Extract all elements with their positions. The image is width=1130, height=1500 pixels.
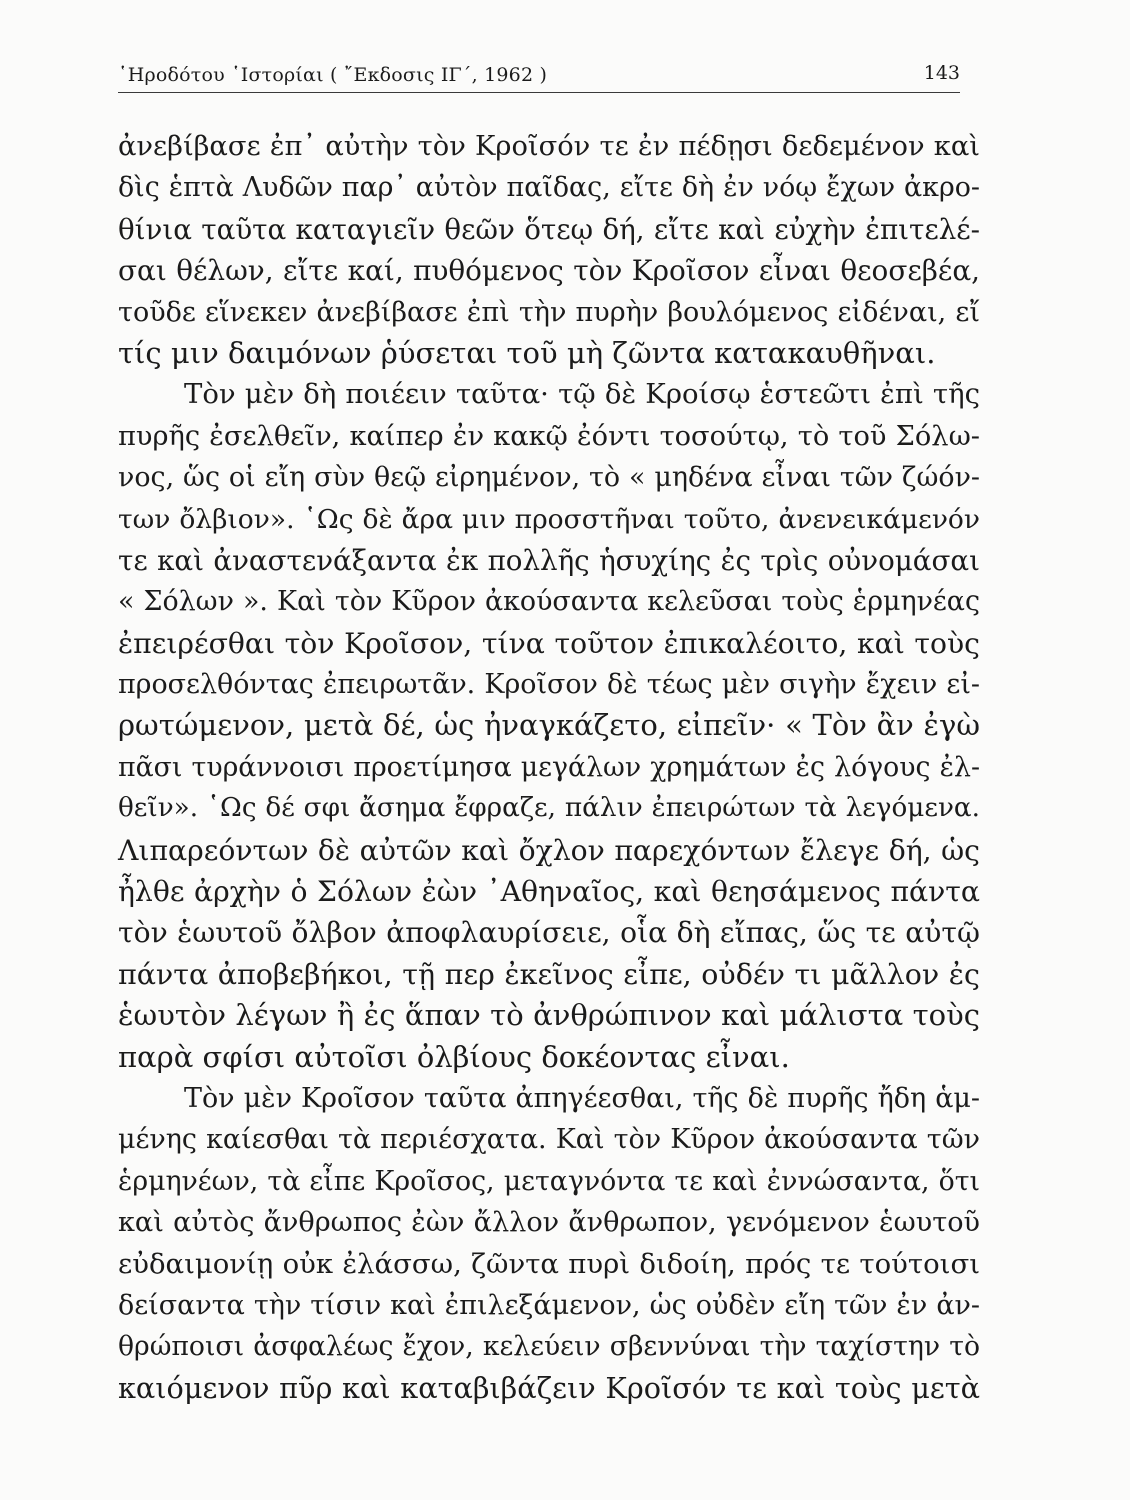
paragraph-2 [118,374,980,1078]
text-line: καιόμενον πῦρ καὶ καταβιβάζειν Κροῖσόν τε καὶ τοὺς μετὰ [118,1370,980,1405]
text-line: των ὄλβιον». ῾Ως δὲ ἄρα μιν προσστῆναι τοῦτο, ἀνενεικάμενόν [118,503,980,535]
text-line: « Σόλων ». Καὶ τὸν Κῦρον ἀκούσαντα κελεῦσαι τοὺς ἑρμηνέας [118,586,980,618]
text-line: πυρῆς ἐσελθεῖν, καίπερ ἐν κακῷ ἐόντι τοσούτῳ, τὸ τοῦ Σόλω- [118,420,980,452]
text-line: πάντα ἀποβεβήκοι, τῇ περ ἐκεῖνος εἶπε, οὐδέν τι μᾶλλον ἐς [118,957,980,991]
text-line: Τὸν μὲν Κροῖσον ταῦτα ἀπηγέεσθαι, τῆς δὲ πυρῆς ἤδη ἁμ- [184,1082,980,1114]
text-line: τίς μιν δαιμόνων ῥύσεται τοῦ μὴ ζῶντα κατακαυθῆναι. [118,335,936,370]
text-line: νος, ὥς οἱ εἴη σὺν θεῷ εἰρημένον, τὸ « μηδένα εἶναι τῶν ζώόν- [118,462,980,494]
text-line: εὐδαιμονίῃ οὐκ ἐλάσσω, ζῶντα πυρὶ διδοίη, πρός τε τούτοισι [118,1247,980,1280]
text-line: ἀνεβίβασε ἐπ᾽ αὐτὴν τὸν Κροῖσόν τε ἐν πέδῃσι δεδεμένον καὶ [118,131,980,162]
page-number: 143 [923,62,960,84]
text-line: θρώποισι ἀσφαλέως ἔχον, κελεύειν σβεννύναι τὴν ταχίστην τὸ [118,1331,980,1363]
text-line: ρωτώμενον, μετὰ δέ, ὡς ἠναγκάζετο, εἰπεῖν· « Τὸν ἂν ἐγὼ [118,708,980,743]
text-line: Λιπαρεόντων δὲ αὐτῶν καὶ ὄχλον παρεχόντων ἔλεγε δή, ὡς [118,833,980,867]
text-line: τοῦδε εἵνεκεν ἀνεβίβασε ἐπὶ τὴν πυρὴν βουλόμενος εἰδέναι, εἴ [118,296,980,328]
paragraph-3 [118,1078,980,1409]
text-line: ἑρμηνέων, τὰ εἶπε Κροῖσος, μεταγνόντα τε καὶ ἐννώσαντα, ὅτι [118,1165,980,1197]
running-header [118,62,960,93]
text-line: ἑωυτὸν λέγων ἢ ἐς ἅπαν τὸ ἀνθρώπινον καὶ μάλιστα τοὺς [118,998,980,1033]
text-line: θίνια ταῦτα καταγιεῖν θεῶν ὅτεῳ δή, εἴτε καὶ εὐχὴν ἐπιτελέ- [118,212,980,246]
text-body [118,126,980,1409]
running-title: ῾Ηροδότου ῾Ιστορίαι ( ῎Εκδοσις ΙΓ΄, 1962 ) [118,64,548,86]
text-line: μένης καίεσθαι τὰ περιέσχατα. Καὶ τὸν Κῦρον ἀκούσαντα τῶν [118,1124,980,1156]
text-line: ἦλθε ἀρχὴν ὁ Σόλων ἐὼν ᾽Αθηναῖος, καὶ θεησάμενος πάντα [118,875,980,909]
text-line: δὶς ἑπτὰ Λυδῶν παρ᾽ αὐτὸν παῖδας, εἴτε δὴ ἐν νόῳ ἔχων ἀκρο- [118,172,980,204]
text-line: σαι θέλων, εἴτε καί, πυθόμενος τὸν Κροῖσον εἶναι θεοσεβέα, [118,254,980,288]
text-line: δείσαντα τὴν τίσιν καὶ ἐπιλεξάμενον, ὡς οὐδὲν εἴη τῶν ἐν ἀν- [118,1289,980,1321]
paragraph-1 [118,126,980,374]
text-line: τε καὶ ἀναστενάξαντα ἐκ πολλῆς ἡσυχίης ἐς τρὶς οὐνομάσαι [118,543,980,577]
text-line: πᾶσι τυράννοισι προετίμησα μεγάλων χρημάτων ἐς λόγους ἐλ- [118,751,980,783]
text-line: παρὰ σφίσι αὐτοῖσι ὀλβίους δοκέοντας εἶναι. [118,1039,790,1074]
text-line: ἐπειρέσθαι τὸν Κροῖσον, τίνα τοῦτον ἐπικαλέοιτο, καὶ τοὺς [118,626,980,660]
text-line: τὸν ἑωυτοῦ ὄλβον ἀποφλαυρίσειε, οἷα δὴ εἴπας, ὥς τε αὐτῷ [118,916,980,950]
text-line: θεῖν». ῾Ως δέ σφι ἄσημα ἔφραζε, πάλιν ἐπειρώτων τὰ λεγόμενα. [118,793,980,824]
text-line: Τὸν μὲν δὴ ποιέειν ταῦτα· τῷ δὲ Κροίσῳ ἑστεῶτι ἐπὶ τῆς [184,378,980,411]
text-line: προσελθόντας ἐπειρωτᾶν. Κροῖσον δὲ τέως μὲν σιγὴν ἔχειν εἰ- [118,669,980,701]
text-line: καὶ αὐτὸς ἄνθρωπος ἐὼν ἄλλον ἄνθρωπον, γενόμενον ἑωυτοῦ [118,1207,980,1239]
